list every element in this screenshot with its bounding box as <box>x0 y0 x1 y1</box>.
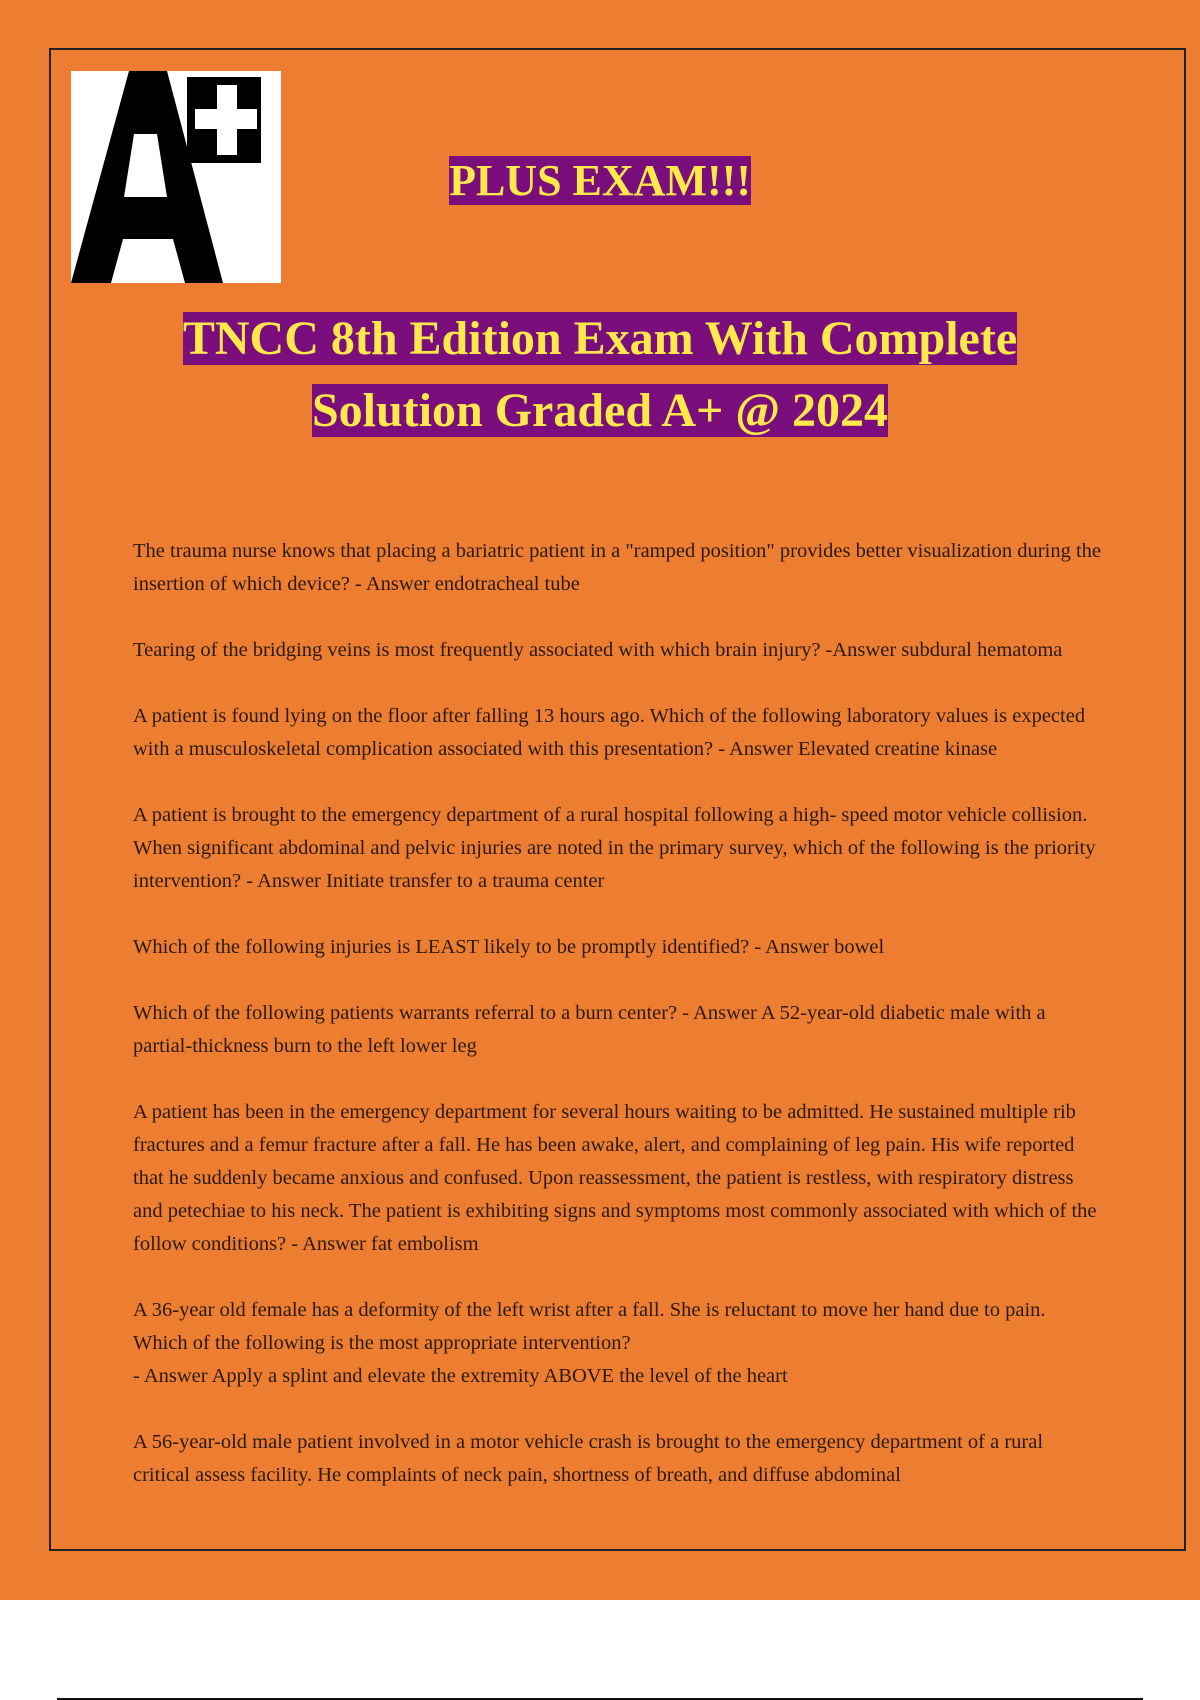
qa-item <box>133 1294 1103 1393</box>
question-text: A patient is brought to the emergency department of a rural hospital following a high- speed motor vehicle collision. When significant abdominal and pelvic injuries are noted in the primary survey, which of the following is the priority intervention? - Answer <box>133 804 1096 892</box>
question-text: A 56-year-old male patient involved in a motor vehicle crash is brought to the emergency department of a rural critical assess facility. He complaints of neck pain, shortness of breath, and diffuse abdominal <box>133 1431 1044 1486</box>
answer-text: endotracheal tube <box>434 573 580 595</box>
answer-text: bowel <box>834 936 885 958</box>
exam-title <box>0 303 1200 447</box>
answer-text: - Answer Apply a splint and elevate the extremity ABOVE the level of the heart <box>133 1365 788 1387</box>
qa-item <box>133 1096 1103 1261</box>
exam-subtitle <box>0 145 1200 217</box>
answer-text: Elevated creatine kinase <box>797 738 998 760</box>
exam-subtitle-text: PLUS EXAM!!! <box>449 156 751 205</box>
question-text: Tearing of the bridging veins is most frequently associated with which brain injury? -Answer <box>133 639 897 661</box>
question-text: Which of the following patients warrants referral to a burn center? - Answer <box>133 1002 757 1024</box>
question-text: A patient has been in the emergency department for several hours waiting to be admitted. He sustained multiple rib fractures and a femur fracture after a fall. He has been awake, alert, and complaining of leg pain. His wife reported that he suddenly became anxious and confused. Upon reassessment, the patient is restless, with respiratory distress and petechiae to his neck. The patient is exhibiting signs and symptoms most commonly associated with which of the follow conditions? - Answer <box>133 1101 1097 1255</box>
qa-item <box>133 931 1103 964</box>
answer-text: subdural hematoma <box>901 639 1063 661</box>
answer-text: fat embolism <box>371 1233 479 1255</box>
answer-text: A 52-year-old diabetic male with a partial-thickness burn to the left lower leg <box>133 1002 1046 1057</box>
answer-text: Initiate transfer to a trauma center <box>326 870 605 892</box>
question-text: The trauma nurse knows that placing a bariatric patient in a "ramped position" provides better visualization during the insertion of which device? - Answer <box>133 540 1101 595</box>
qa-item <box>133 634 1103 667</box>
question-list <box>133 535 1103 1525</box>
exam-title-line-1: TNCC 8th Edition Exam With Complete <box>182 312 1018 365</box>
question-text: A patient is found lying on the floor after falling 13 hours ago. Which of the following laboratory values is expected with a musculoskeletal complication associated with this presentation? - Answer <box>133 705 1086 760</box>
question-text: Which of the following injuries is LEAST likely to be promptly identified? - Answer <box>133 936 829 958</box>
qa-item <box>133 700 1103 766</box>
qa-item <box>133 1426 1103 1492</box>
qa-item <box>133 997 1103 1063</box>
exam-title-line-2: Solution Graded A+ @ 2024 <box>311 384 889 437</box>
qa-item <box>133 535 1103 601</box>
question-text: A 36-year old female has a deformity of the left wrist after a fall. She is reluctant to move her hand due to pain. Which of the following is the most appropriate intervention? <box>133 1299 1046 1354</box>
qa-item <box>133 799 1103 898</box>
